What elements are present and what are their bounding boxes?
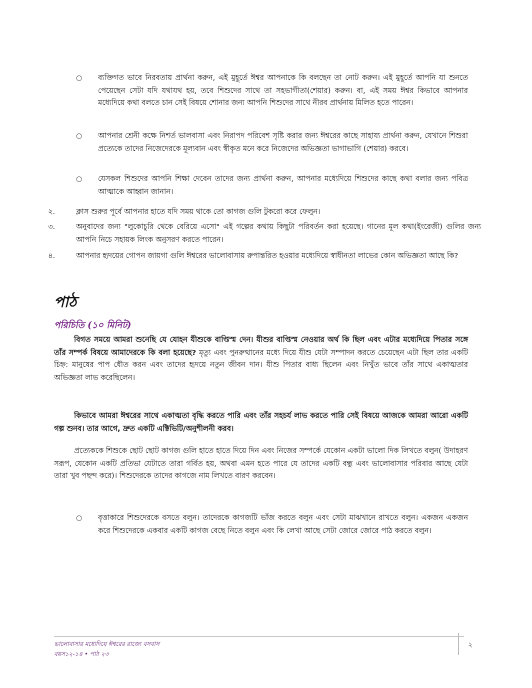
item-text: ক্লাস শুরুর পূর্বে আপনার হাতে যদি সময় থাকে তো কাগজ গুলি টুকরো করে ফেলুন। — [76, 207, 321, 216]
bullet-text: ব্যক্তিগত ভাবে নিরবতায় প্রার্থনা করুন, এই মুহূর্তে ঈশ্বর আপনাকে কি বলছেন তা নোট করুন। এই মুহূর্তে আপনি যা শুনতে পেয়েছেন সেটা যদি যথাযথ হয়, তবে শিশুদের সাথে তা সহভাগীতা(শেয়ার) করুন। বা, এই সময় ঈশ্বর কিভাবে আপনার মধ্যেদিয়ে কথা বলতে চান সেই বিষয়ে শোনার জন্য আপনি শিশুদের সাথে নীরব প্রার্থনায় মিলিত হতে পারেন। — [98, 73, 468, 107]
bullet-text: আপনার শ্রেনী কক্ষে নিশর্ত ভালবাসা এবং নিরাপদ পরিবেশ সৃষ্টি করার জন্য ঈশ্বরের কাছে সাহায্য প্রার্থনা করুন, যেখানে শিশুরা প্রত্যেকে তাদের নিজেদেরকে মূল্যবান এবং স্বীকৃত মনে করে নিজেদের অভিজ্ঞতা ভাগাভাগি (শেয়ার) করবে। — [98, 131, 468, 153]
numbered-item — [48, 250, 481, 263]
item-text: অনুবাদের জন্য "লুকোচুরি থেকে বেরিয়ে এসো" এই গল্পের কথায় কিছুটা পরিবর্তন করা হয়েছে। গানের মূল কথা(ইংরেজী) গুলির জন্য আপনি নিচে সহায়ক লিংক অনুসরণ করতে পারেন। — [76, 222, 481, 244]
circle-bullet-icon: ○ — [76, 132, 83, 140]
list-item — [76, 130, 468, 155]
footer-separator — [458, 633, 459, 655]
intro-heading: পরিচিতি (১০ মিনিট) — [54, 321, 132, 331]
item-text: আপনার হৃদয়ের গোপন জায়গা গুলি ঈশ্বরের ভালোবাসায় রুপান্তরিত হওয়ার মধ্যেদিয়ে স্বাধীনতা লাভের কোন অভিজ্ঞতা আছে কি? — [76, 251, 459, 260]
footer-line-1: ভালোবাসার মধ্যেদিয়ে ঈশ্বরের রাজ্যে বসবাস — [54, 641, 160, 648]
numbered-item — [48, 221, 481, 246]
footer-title — [54, 640, 159, 660]
item-number: ২. — [48, 207, 56, 216]
list-item — [76, 512, 468, 537]
activity-paragraph: প্রত্যেককে শিশুকে ছোট ছোট কাগজ গুলি হাতে হাতে দিয়ে দিন এবং নিজের সম্পর্কে যেকোন একটা ভালো দিক লিখতে বলুন( উদাহরণ সরূপ, যেকোন একটি প্রতিভা যেটাতে তারা গর্বিত হয়, অথবা এমন হতে পারে যে তাদের একটি বন্ধু এবং ভালোবাসার পরিবার আছে যেটা তারা খুব পছন্দ করে)। শিশুদেরকে তাদের কাগজে নাম লিখতে বারণ করবেন। — [54, 446, 468, 480]
circle-bullet-icon: ○ — [76, 74, 83, 82]
circle-bullet-icon: ○ — [76, 175, 83, 183]
page-number: ২ — [468, 641, 473, 649]
item-number: ৪. — [48, 251, 56, 260]
list-item — [76, 173, 468, 198]
footer-line-2: বয়স১২-১৪ • পাঠ ২৩ — [54, 651, 109, 658]
bullet-text: বৃত্তাকারে শিশুদেরকে বসতে বলুন। তাদেরকে কাগজটি ভাঁজ করতে বলুন এবং সেটা মাঝখানে রাখতে বলুন। একজন একজন করে শিশুদেরকে একবার একটি কাগজ বেছে নিতে বলুন এবং কি লেখা আছে সেটা জোরে জোরে পাঠ করতে বলুন। — [98, 513, 468, 535]
bullet-text: যেসকল শিশুদের আপনি শিক্ষা দেবেন তাদের জন্য প্রার্থনা করুন, আপনার মধ্যেদিয়ে শিশুদের কাছে কথা বলার জন্য পবিত্র আত্মাকে আহ্বান জানান। — [98, 174, 468, 196]
intro-paragraph — [54, 334, 468, 384]
item-number: ৩. — [48, 222, 56, 231]
bold-paragraph: কিভাবে আমরা ঈশ্বরের সাথে একাত্মতা বৃদ্ধি করতে পারি এবং তাঁর সহচর্য লাভ করতে পারি সেই বিষয়ে আজকে আমরা আরো একটি গল্প শুনব। তার আগে, দ্রুত একটি এক্টিভিটি/অনুশীলনী করব। — [54, 411, 468, 433]
circle-bullet-icon: ○ — [76, 514, 83, 522]
intro-body: মৃত্যু এবং পুনরুত্থানের মধ্যে দিয়ে যীশু যেটা সম্পাদন করতে চেয়েছেন এটা ছিল তার একটি চিহ্ন: মানুষের পাপ ধৌত করন এবং তাদের হৃদয়ে নতুন জীবন দান। যীশু পিতার বাধ্য ছিলেন এবং নিখুঁত ভাবে তাঁর সাথে একাত্মতার অভিজ্ঞতা লাভ করেছিলেন। — [54, 347, 469, 382]
lesson-heading: পাঠ — [54, 293, 77, 311]
footer-divider — [54, 636, 464, 637]
numbered-item — [48, 206, 481, 219]
intro-question: বিগত সময়ে আমরা শুনেছি যে যোহন যীশুকে বাপ্তিস্ম দেন। যীশুর বাপ্তিস্ম নেওয়ার অর্থ কি ছিল এবং এটার মধ্যেদিয়ে পিতার সঙ্গে তাঁর সম্পর্ক বিষয়ে আমাদেরকে কি বলা হয়েছে? — [54, 335, 468, 357]
list-item — [76, 72, 468, 110]
